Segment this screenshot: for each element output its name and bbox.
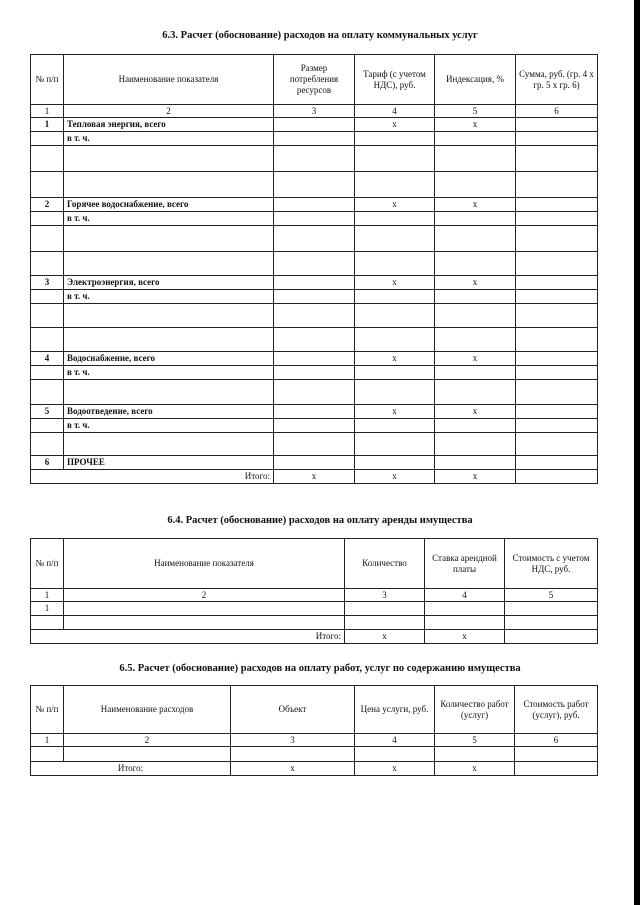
cell	[516, 456, 598, 470]
cell	[64, 616, 345, 630]
total-label: Итого:	[31, 470, 274, 484]
colnum: 3	[345, 589, 425, 602]
table-row	[31, 328, 598, 352]
cell	[64, 747, 231, 762]
cell	[516, 433, 598, 456]
header-name: Наименование показателя	[64, 55, 274, 105]
total-row	[31, 630, 598, 644]
cell	[355, 132, 435, 146]
cell	[31, 132, 64, 146]
cell	[31, 366, 64, 380]
vtch-label: в т. ч.	[64, 419, 274, 433]
cell	[505, 630, 598, 644]
index-cell: x	[435, 276, 516, 290]
cell	[64, 304, 274, 328]
header-cost: Стоимость с учетом НДС, руб.	[505, 539, 598, 589]
index-cell: x	[435, 405, 516, 419]
colnum: 1	[31, 589, 64, 602]
tariff-cell: x	[355, 198, 435, 212]
colnum: 1	[31, 105, 64, 118]
cell	[435, 212, 516, 226]
cell	[355, 747, 435, 762]
section-6-5-title: 6.5. Расчет (обоснование) расходов на оплату работ, услуг по содержанию имущества	[119, 663, 521, 674]
cell	[435, 747, 515, 762]
row-number: 6	[31, 456, 64, 470]
total-row	[31, 762, 598, 776]
table-row	[31, 132, 598, 146]
cell	[274, 380, 355, 405]
colnum: 2	[64, 589, 345, 602]
vtch-label: в т. ч.	[64, 212, 274, 226]
tariff-cell: x	[355, 352, 435, 366]
cell	[516, 146, 598, 172]
cell	[31, 616, 64, 630]
cell	[516, 290, 598, 304]
cell	[435, 132, 516, 146]
cell	[516, 380, 598, 405]
table-row	[31, 172, 598, 198]
column-number-row	[31, 734, 598, 747]
table-row	[31, 405, 598, 419]
vtch-label: в т. ч.	[64, 290, 274, 304]
cell	[355, 433, 435, 456]
total-c3: x	[345, 630, 425, 644]
cell	[425, 616, 505, 630]
colnum: 5	[505, 589, 598, 602]
cell	[231, 747, 355, 762]
cell	[516, 470, 598, 484]
cell	[31, 212, 64, 226]
header-rate: Ставка арендной платы	[425, 539, 505, 589]
header-row	[31, 55, 598, 105]
header-indexation: Индексация, %	[435, 55, 516, 105]
table-row	[31, 616, 598, 630]
header-row	[31, 539, 598, 589]
maintenance-table	[30, 685, 598, 776]
header-num: № п/п	[31, 539, 64, 589]
cell	[31, 419, 64, 433]
cell	[505, 602, 598, 616]
cell	[516, 419, 598, 433]
cell	[31, 328, 64, 352]
colnum: 4	[425, 589, 505, 602]
cell	[64, 380, 274, 405]
row-number: 3	[31, 276, 64, 290]
colnum: 1	[31, 734, 64, 747]
row-name: Водоснабжение, всего	[64, 352, 274, 366]
header-price: Цена услуги, руб.	[355, 686, 435, 734]
cell	[274, 433, 355, 456]
row-name: Тепловая энергия, всего	[64, 118, 274, 132]
cell	[355, 172, 435, 198]
cell	[355, 328, 435, 352]
cell	[516, 352, 598, 366]
cell	[435, 304, 516, 328]
cell	[355, 380, 435, 405]
cell	[355, 290, 435, 304]
row-number: 1	[31, 602, 64, 616]
colnum: 2	[64, 734, 231, 747]
colnum: 4	[355, 105, 435, 118]
cell	[274, 328, 355, 352]
cell	[516, 118, 598, 132]
total-c4: x	[425, 630, 505, 644]
cell	[435, 226, 516, 252]
table-row	[31, 602, 598, 616]
colnum: 5	[435, 734, 515, 747]
cell	[274, 146, 355, 172]
row-number: 5	[31, 405, 64, 419]
cell	[516, 226, 598, 252]
tariff-cell: x	[355, 405, 435, 419]
cell	[31, 304, 64, 328]
cell	[345, 602, 425, 616]
table-row	[31, 290, 598, 304]
cell	[435, 252, 516, 276]
total-label: Итого:	[31, 630, 345, 644]
vtch-label: в т. ч.	[64, 132, 274, 146]
cell	[274, 405, 355, 419]
header-work-cost: Стоимость работ (услуг), руб.	[515, 686, 598, 734]
row-number: 1	[31, 118, 64, 132]
section-6-4-title: 6.4. Расчет (обоснование) расходов на оплату аренды имущества	[167, 515, 473, 526]
cell	[435, 172, 516, 198]
row-name: Электроэнергия, всего	[64, 276, 274, 290]
cell	[274, 172, 355, 198]
header-tariff: Тариф (с учетом НДС), руб.	[355, 55, 435, 105]
cell	[355, 366, 435, 380]
table-row	[31, 118, 598, 132]
table-row	[31, 433, 598, 456]
cell	[435, 380, 516, 405]
tariff-cell: x	[355, 276, 435, 290]
table-row	[31, 380, 598, 405]
colnum: 4	[355, 734, 435, 747]
cell	[516, 212, 598, 226]
cell	[31, 380, 64, 405]
cell	[516, 366, 598, 380]
cell	[274, 276, 355, 290]
cell	[355, 226, 435, 252]
header-consumption: Размер потребления ресурсов	[274, 55, 355, 105]
cell	[31, 433, 64, 456]
column-number-row	[31, 589, 598, 602]
cell	[355, 146, 435, 172]
cell	[435, 433, 516, 456]
cell	[64, 602, 345, 616]
cell	[31, 172, 64, 198]
colnum: 5	[435, 105, 516, 118]
cell	[274, 118, 355, 132]
cell	[355, 304, 435, 328]
cell	[516, 405, 598, 419]
cell	[355, 419, 435, 433]
cell	[274, 456, 355, 470]
header-sum: Сумма, руб. (гр. 4 х гр. 5 х гр. 6)	[516, 55, 598, 105]
table-row	[31, 366, 598, 380]
cell	[435, 419, 516, 433]
table-row	[31, 198, 598, 212]
table-row	[31, 747, 598, 762]
row-number: 4	[31, 352, 64, 366]
total-label: Итого:	[31, 762, 231, 776]
cell	[505, 616, 598, 630]
section-6-3-title: 6.3. Расчет (обоснование) расходов на оплату коммунальных услуг	[162, 30, 478, 41]
header-name: Наименование показателя	[64, 539, 345, 589]
rent-table	[30, 538, 598, 644]
header-quantity: Количество	[345, 539, 425, 589]
cell	[355, 252, 435, 276]
cell	[355, 212, 435, 226]
cell	[516, 252, 598, 276]
total-row	[31, 470, 598, 484]
page-edge-shadow	[634, 0, 640, 905]
total-c5: x	[435, 470, 516, 484]
cell	[64, 172, 274, 198]
header-object: Объект	[231, 686, 355, 734]
cell	[435, 290, 516, 304]
index-cell: x	[435, 198, 516, 212]
cell	[64, 433, 274, 456]
row-number: 2	[31, 198, 64, 212]
total-c4: x	[355, 762, 435, 776]
table-row	[31, 352, 598, 366]
cell	[435, 328, 516, 352]
cell	[516, 304, 598, 328]
index-cell: x	[435, 352, 516, 366]
cell	[31, 226, 64, 252]
utilities-table	[30, 54, 598, 484]
cell	[435, 146, 516, 172]
cell	[516, 172, 598, 198]
cell	[274, 419, 355, 433]
index-cell: x	[435, 118, 516, 132]
colnum: 3	[231, 734, 355, 747]
vtch-label: в т. ч.	[64, 366, 274, 380]
cell	[345, 616, 425, 630]
total-c4: x	[355, 470, 435, 484]
cell	[435, 366, 516, 380]
colnum: 3	[274, 105, 355, 118]
cell	[516, 328, 598, 352]
cell	[274, 252, 355, 276]
total-c3: x	[274, 470, 355, 484]
colnum: 6	[515, 734, 598, 747]
cell	[274, 366, 355, 380]
header-num: № п/п	[31, 55, 64, 105]
cell	[64, 226, 274, 252]
cell	[355, 456, 435, 470]
cell	[274, 132, 355, 146]
cell	[64, 328, 274, 352]
cell	[274, 352, 355, 366]
cell	[274, 226, 355, 252]
cell	[515, 762, 598, 776]
row-name: Горячее водоснабжение, всего	[64, 198, 274, 212]
table-row	[31, 456, 598, 470]
colnum: 2	[64, 105, 274, 118]
cell	[425, 602, 505, 616]
cell	[31, 146, 64, 172]
table-row	[31, 226, 598, 252]
cell	[516, 132, 598, 146]
table-row	[31, 146, 598, 172]
cell	[31, 747, 64, 762]
cell	[274, 290, 355, 304]
cell	[274, 212, 355, 226]
total-c5: x	[435, 762, 515, 776]
row-name: ПРОЧЕЕ	[64, 456, 274, 470]
cell	[64, 252, 274, 276]
total-c3: x	[231, 762, 355, 776]
table-row	[31, 252, 598, 276]
table-row	[31, 304, 598, 328]
colnum: 6	[516, 105, 598, 118]
row-name: Водоотведение, всего	[64, 405, 274, 419]
cell	[435, 456, 516, 470]
cell	[64, 146, 274, 172]
cell	[515, 747, 598, 762]
table-row	[31, 276, 598, 290]
cell	[31, 252, 64, 276]
header-name: Наименование расходов	[64, 686, 231, 734]
tariff-cell: x	[355, 118, 435, 132]
cell	[31, 290, 64, 304]
cell	[274, 304, 355, 328]
cell	[274, 198, 355, 212]
header-row	[31, 686, 598, 734]
cell	[516, 276, 598, 290]
header-work-count: Количество работ (услуг)	[435, 686, 515, 734]
column-number-row	[31, 105, 598, 118]
cell	[516, 198, 598, 212]
table-row	[31, 419, 598, 433]
table-row	[31, 212, 598, 226]
header-num: № п/п	[31, 686, 64, 734]
